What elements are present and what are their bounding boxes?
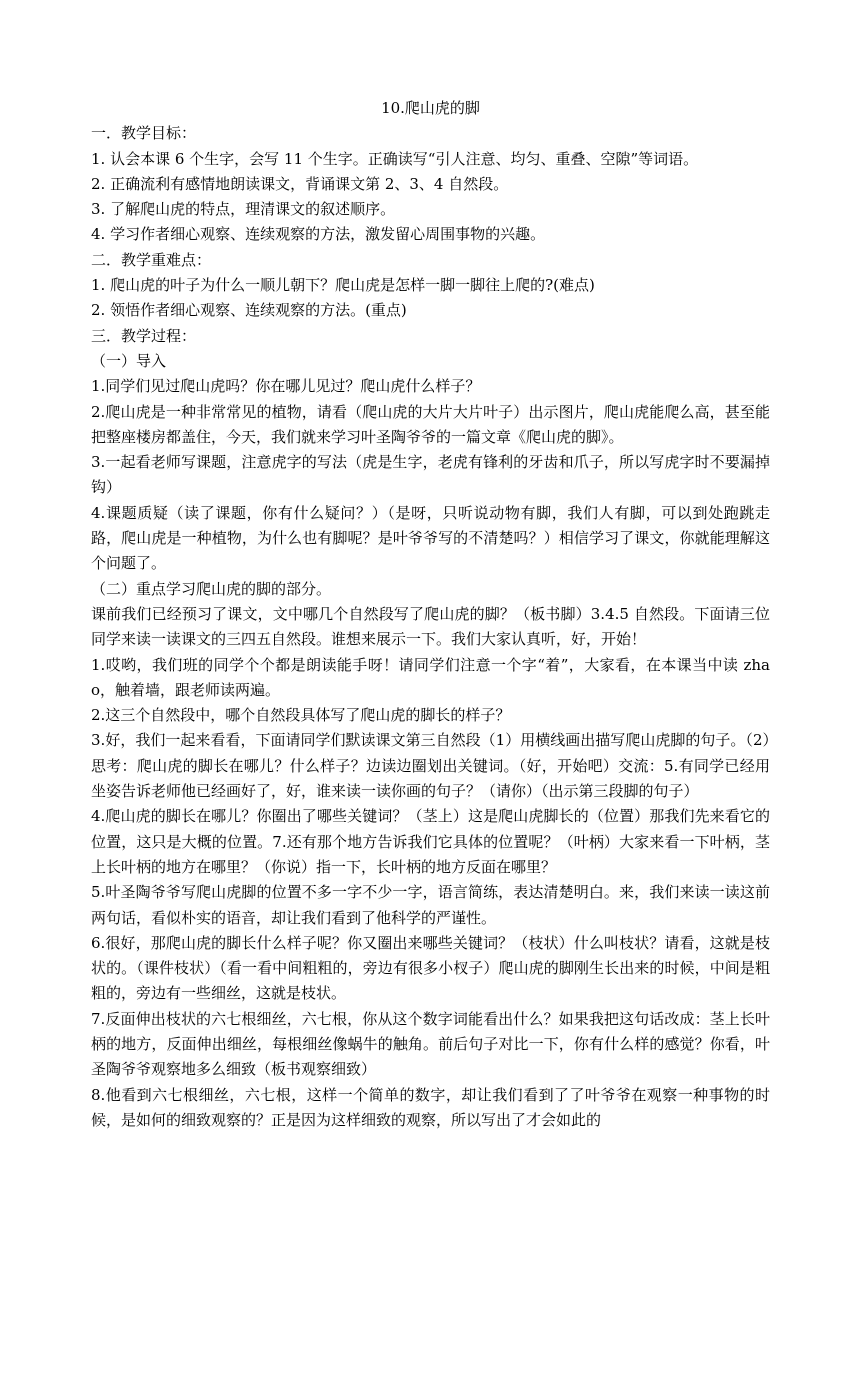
subsection-heading-intro: （一）导入 <box>91 351 167 370</box>
objective-item: 3. 了解爬山虎的特点，理清课文的叙述顺序。 <box>91 200 396 219</box>
process-paragraph: 课前我们已经预习了课文，文中哪几个自然段写了爬山虎的脚？（板书脚）3.4.5 自然段。下面请三位同学来读一读课文的三四五自然段。谁想来展示一下。我们大家认真听，好，开始！ <box>91 604 770 649</box>
document-title: 10.爬山虎的脚 <box>381 99 480 117</box>
key-point-item: 2. 领悟作者细心观察、连续观察的方法。(重点) <box>91 301 407 320</box>
process-paragraph: 3.好，我们一起来看看，下面请同学们默读课文第三自然段（1）用横线画出描写爬山虎脚的句子。（2）思考：爬山虎的脚长在哪儿？什么样子？边读边圈划出关键词。（好，开始吧）交流：5.有同学已经用坐姿告诉老师他已经画好了，好，谁来读一读你画的句子？（请你）（出示第三段脚的句子） <box>91 731 770 801</box>
objective-item: 1. 认会本课 6 个生字，会写 11 个生字。正确读写“引人注意、均匀、重叠、空隙”等词语。 <box>91 149 699 168</box>
objective-item: 2. 正确流利有感情地朗读课文，背诵课文第 2、3、4 自然段。 <box>91 174 509 193</box>
process-paragraph: 4.课题质疑（读了课题，你有什么疑问？）（是呀，只听说动物有脚，我们人有脚，可以到处跑跳走路，爬山虎是一种植物，为什么也有脚呢？是叶爷爷写的不清楚吗？）相信学习了课文，你就能理解这个问题了。 <box>91 503 770 573</box>
document-page <box>91 96 770 1133</box>
process-paragraph: 8.他看到六七根细丝，六七根，这样一个简单的数字，却让我们看到了了叶爷爷在观察一种事物的时候，是如何的细致观察的？正是因为这样细致的观察，所以写出了才会如此的 <box>91 1085 770 1129</box>
objective-item: 4. 学习作者细心观察、连续观察的方法，激发留心周围事物的兴趣。 <box>91 225 546 244</box>
section-heading-key-points: 二．教学重难点： <box>91 250 212 269</box>
section-heading-process: 三．教学过程： <box>91 326 197 345</box>
section-heading-objectives: 一．教学目标： <box>91 124 197 143</box>
process-paragraph: 1.哎哟，我们班的同学个个都是朗读能手呀！请同学们注意一个字“着”，大家看，在本课当中读 zhao，触着墙，跟老师读两遍。 <box>91 655 770 699</box>
process-paragraph: 2.这三个自然段中，哪个自然段具体写了爬山虎的脚长的样子？ <box>91 706 511 725</box>
process-paragraph: 6.很好，那爬山虎的脚长什么样子呢？你又圈出来哪些关键词？（枝状）什么叫枝状？请看，这就是枝状的。（课件枝状）（看一看中间粗粗的，旁边有很多小杈子）爬山虎的脚刚生长出来的时候，中间是粗粗的，旁边有一些细丝，这就是枝状。 <box>91 933 770 1003</box>
process-paragraph: 5.叶圣陶爷爷写爬山虎脚的位置不多一字不少一字，语言简练，表达清楚明白。来，我们来读一读这前两句话，看似朴实的语音，却让我们看到了他科学的严谨性。 <box>91 883 770 927</box>
key-point-item: 1. 爬山虎的叶子为什么一顺儿朝下？爬山虎是怎样一脚一脚往上爬的?(难点) <box>91 276 595 295</box>
process-paragraph: 7.反面伸出枝状的六七根细丝，六七根，你从这个数字词能看出什么？如果我把这句话改成：茎上长叶柄的地方，反面伸出细丝，每根细丝像蜗牛的触角。前后句子对比一下，你有什么样的感觉？你看，叶圣陶爷爷观察地多么细致（板书观察细致） <box>91 1009 770 1079</box>
process-paragraph: 4.爬山虎的脚长在哪儿？你圈出了哪些关键词？（茎上）这是爬山虎脚长的（位置）那我们先来看它的位置，这只是大概的位置。7.还有那个地方告诉我们它具体的位置呢？（叶柄）大家来看一下叶柄，茎上长叶柄的地方在哪里？（你说）指一下，长叶柄的地方反面在哪里？ <box>91 807 770 876</box>
process-paragraph: 2.爬山虎是一种非常常见的植物，请看（爬山虎的大片大片叶子）出示图片，爬山虎能爬么高，甚至能把整座楼房都盖住，今天，我们就来学习叶圣陶爷爷的一篇文章《爬山虎的脚》。 <box>91 402 770 446</box>
process-paragraph: 3.一起看老师写课题，注意虎字的写法（虎是生字，老虎有锋利的牙齿和爪子，所以写虎字时不要漏掉钩） <box>91 453 770 497</box>
process-paragraph: 1.同学们见过爬山虎吗？你在哪儿见过？爬山虎什么样子？ <box>91 377 481 396</box>
subsection-heading-key-study: （二）重点学习爬山虎的脚的部分。 <box>91 579 332 598</box>
